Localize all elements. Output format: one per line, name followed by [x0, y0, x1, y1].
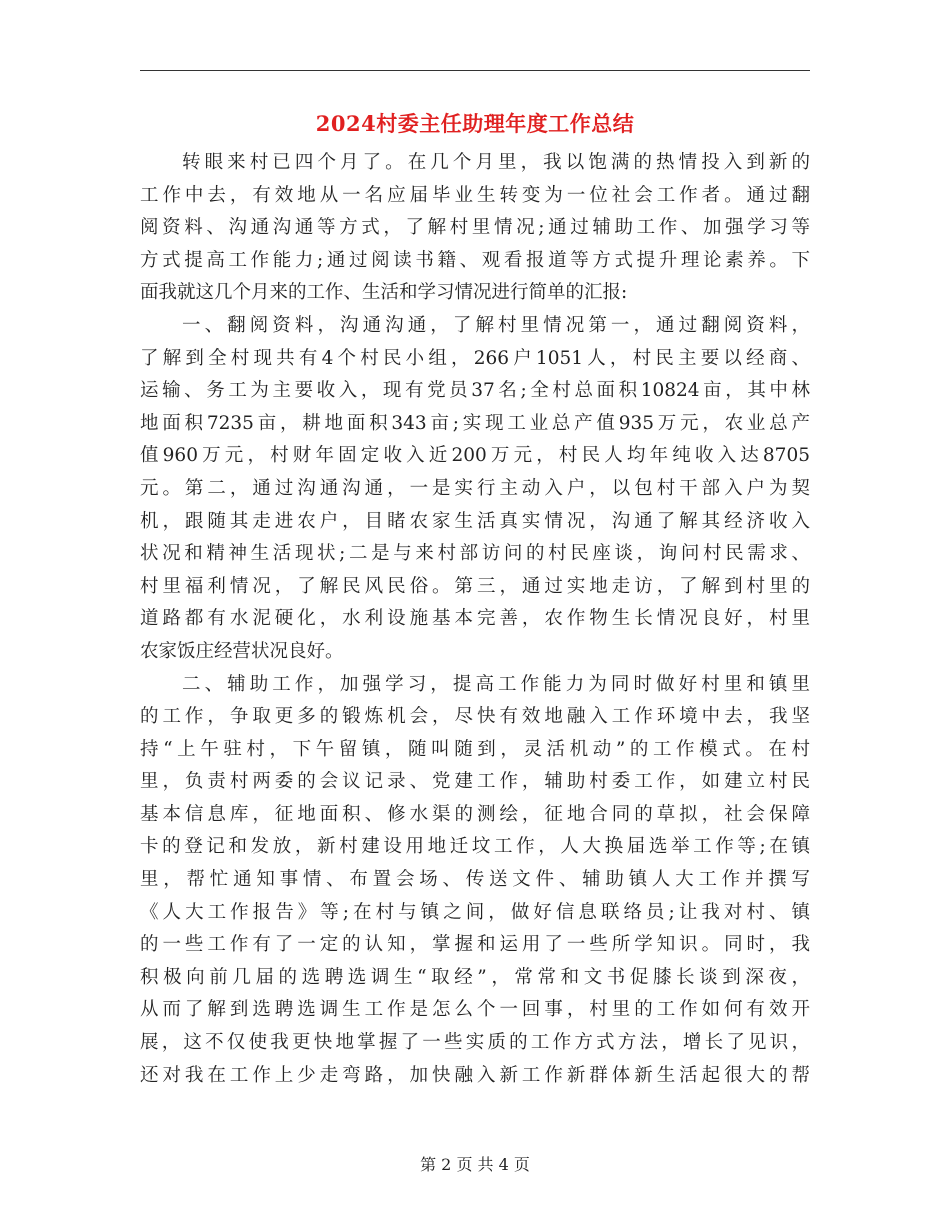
body-line: 二、辅助工作，加强学习，提高工作能力为同时做好村里和镇里 [182, 673, 810, 695]
header-rule [140, 70, 810, 71]
body-line: 里，帮忙通知事情、布置会场、传送文件、辅助镇人大工作并撰写 [140, 869, 810, 891]
body-line: 持“上午驻村，下午留镇，随叫随到，灵活机动”的工作模式。在村 [140, 738, 810, 760]
body-line: 状况和精神生活现状;二是与来村部访问的村民座谈，询问村民需求、 [140, 543, 810, 565]
body-line: 基本信息库，征地面积、修水渠的测绘，征地合同的草拟，社会保障 [140, 803, 810, 825]
body-line: 转眼来村已四个月了。在几个月里，我以饱满的热情投入到新的 [182, 152, 810, 173]
body-line: 阅资料、沟通沟通等方式，了解村里情况;通过辅助工作、加强学习等 [140, 217, 810, 239]
body-line: 的工作，争取更多的锻炼机会，尽快有效地融入工作环境中去，我坚 [140, 706, 810, 728]
body-line: 的一些工作有了一定的认知，掌握和运用了一些所学知识。同时，我 [140, 934, 810, 956]
body-line: 运输、务工为主要收入，现有党员37名;全村总面积10824亩，其中林 [140, 380, 810, 402]
body-line: 里，负责村两委的会议记录、党建工作，辅助村委工作，如建立村民 [140, 771, 810, 793]
body-line: 还对我在工作上少走弯路，加快融入新工作新群体新生活起很大的帮 [140, 1064, 810, 1086]
body-line: 了解到全村现共有4个村民小组，266户1051人，村民主要以经商、 [140, 347, 810, 369]
body-line: 元。第二，通过沟通沟通，一是实行主动入户，以包村干部入户为契 [140, 477, 810, 499]
body-line: 值960万元，村财年固定收入近200万元，村民人均年纯收入达8705 [140, 445, 810, 467]
body-line: 一、翻阅资料，沟通沟通，了解村里情况第一，通过翻阅资料， [182, 314, 810, 336]
body-line: 机，跟随其走进农户，目睹农家生活真实情况，沟通了解其经济收入 [140, 510, 810, 532]
body-line: 地面积7235亩，耕地面积343亩;实现工业总产值935万元，农业总产 [140, 412, 810, 434]
body-line: 展，这不仅使我更快地掌握了一些实质的工作方式方法，增长了见识， [140, 1032, 810, 1054]
body-line: 面我就这几个月来的工作、生活和学习情况进行简单的汇报: [140, 282, 628, 304]
body-line: 卡的登记和发放，新村建设用地迁坟工作，人大换届选举工作等;在镇 [140, 836, 810, 858]
body-line: 农家饭庄经营状况良好。 [140, 640, 344, 662]
body-line: 从而了解到选聘选调生工作是怎么个一回事，村里的工作如何有效开 [140, 999, 810, 1021]
body-line: 方式提高工作能力;通过阅读书籍、观看报道等方式提升理论素养。下 [140, 249, 810, 271]
body-line: 工作中去，有效地从一名应届毕业生转变为一位社会工作者。通过翻 [140, 184, 810, 206]
page-number: 第 2 页 共 4 页 [420, 1155, 530, 1174]
document-body [140, 147, 810, 1092]
document-title: 2024村委主任助理年度工作总结 [315, 111, 635, 136]
body-line: 积极向前几届的选聘选调生“取经”，常常和文书促膝长谈到深夜， [140, 966, 810, 988]
body-line: 道路都有水泥硬化，水利设施基本完善，农作物生长情况良好，村里 [140, 608, 810, 630]
body-line: 《人大工作报告》等;在村与镇之间，做好信息联络员;让我对村、镇 [140, 901, 810, 923]
body-line: 村里福利情况，了解民风民俗。第三，通过实地走访，了解到村里的 [140, 575, 810, 597]
